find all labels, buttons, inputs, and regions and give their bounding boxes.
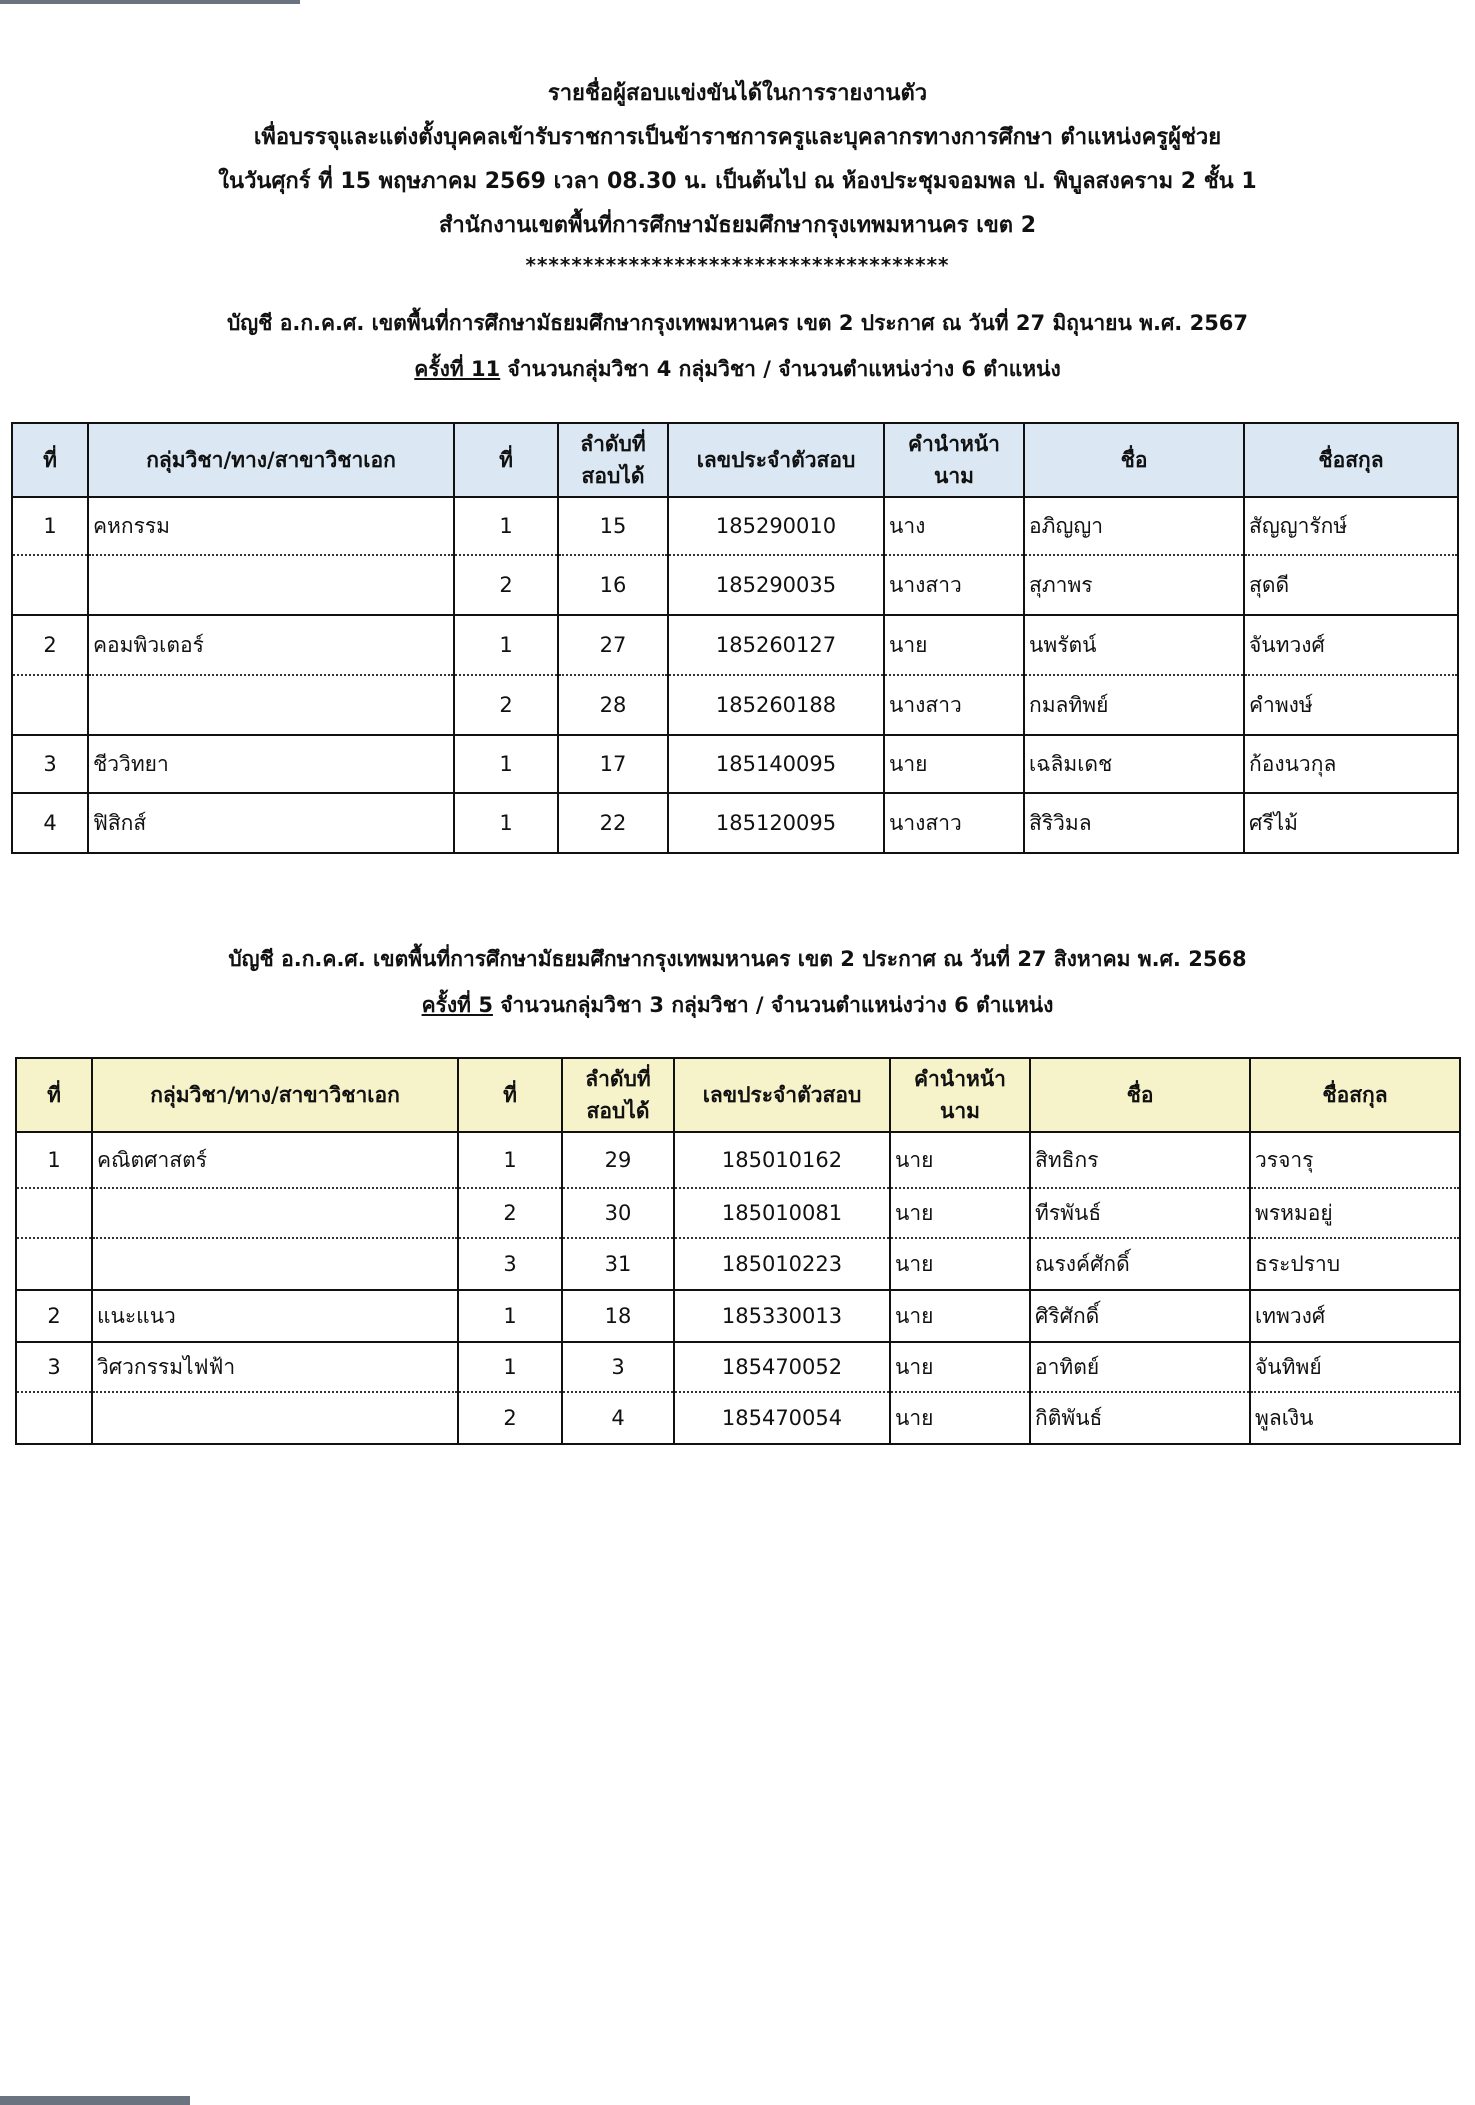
- row-seq: 1: [458, 1132, 562, 1188]
- row-subject: คอมพิวเตอร์: [88, 615, 454, 675]
- table-header-row: [12, 423, 1458, 497]
- row-rank: 22: [558, 793, 668, 853]
- col-last-name: ชื่อสกุล: [1244, 423, 1458, 497]
- row-first-name: ณรงค์ศักดิ์: [1030, 1238, 1250, 1290]
- scan-edge-mark: [0, 2096, 190, 2105]
- row-no: 2: [12, 615, 88, 675]
- col-prefix: คำนำหน้า นาม: [890, 1058, 1030, 1132]
- row-first-name: สิริวิมล: [1024, 793, 1244, 853]
- row-no: [12, 675, 88, 735]
- row-prefix: นางสาว: [884, 793, 1024, 853]
- row-rank: 29: [562, 1132, 674, 1188]
- row-rank: 30: [562, 1188, 674, 1238]
- row-subject: คหกรรม: [88, 497, 454, 555]
- section1-round-line: [0, 346, 1475, 392]
- row-exam-id: 185290035: [668, 555, 884, 615]
- row-rank: 31: [562, 1238, 674, 1290]
- table-row: [16, 1342, 1460, 1392]
- row-first-name: อาทิตย์: [1030, 1342, 1250, 1392]
- row-first-name: ทีรพันธ์: [1030, 1188, 1250, 1238]
- document-header: [0, 72, 1475, 278]
- section1-summary: จำนวนกลุ่มวิชา 4 กลุ่มวิชา / จำนวนตำแหน่งว่าง 6 ตำแหน่ง: [500, 357, 1061, 381]
- section2-table: [15, 1057, 1461, 1445]
- row-subject: ชีววิทยา: [88, 735, 454, 793]
- row-first-name: กมลทิพย์: [1024, 675, 1244, 735]
- header-schedule: ในวันศุกร์ ที่ 15 พฤษภาคม 2569 เวลา 08.30 น. เป็นต้นไป ณ ห้องประชุมจอมพล ป. พิบูลสงคราม 2 ชั้น 1: [218, 169, 1257, 194]
- section1-round: ครั้งที่ 11: [414, 357, 501, 381]
- row-last-name: ธระปราบ: [1250, 1238, 1460, 1290]
- table-row: [12, 675, 1458, 735]
- row-subject: ฟิสิกส์: [88, 793, 454, 853]
- row-last-name: พูลเงิน: [1250, 1392, 1460, 1444]
- col-prefix: คำนำหน้า นาม: [884, 423, 1024, 497]
- header-office: สำนักงานเขตพื้นที่การศึกษามัธยมศึกษากรุงเทพมหานคร เขต 2: [438, 213, 1037, 238]
- row-exam-id: 185140095: [668, 735, 884, 793]
- row-prefix: นาง: [884, 497, 1024, 555]
- row-subject: [88, 555, 454, 615]
- row-exam-id: 185290010: [668, 497, 884, 555]
- row-subject: [92, 1188, 458, 1238]
- col-subject: กลุ่มวิชา/ทาง/สาขาวิชาเอก: [88, 423, 454, 497]
- table-row: [12, 735, 1458, 793]
- col-last-name: ชื่อสกุล: [1250, 1058, 1460, 1132]
- row-no: [16, 1392, 92, 1444]
- row-rank: 27: [558, 615, 668, 675]
- row-rank: 28: [558, 675, 668, 735]
- row-no: [12, 555, 88, 615]
- row-seq: 3: [458, 1238, 562, 1290]
- header-separator: *************************************: [525, 253, 950, 277]
- row-no: 3: [16, 1342, 92, 1392]
- row-prefix: นางสาว: [884, 675, 1024, 735]
- row-seq: 2: [454, 555, 558, 615]
- row-last-name: วรจารุ: [1250, 1132, 1460, 1188]
- row-last-name: จันทวงศ์: [1244, 615, 1458, 675]
- row-no: 1: [16, 1132, 92, 1188]
- col-seq: ที่: [454, 423, 558, 497]
- row-last-name: จันทิพย์: [1250, 1342, 1460, 1392]
- row-first-name: สิทธิกร: [1030, 1132, 1250, 1188]
- section1-table: [11, 422, 1459, 854]
- section1-account: บัญชี อ.ก.ค.ศ. เขตพื้นที่การศึกษามัธยมศึกษากรุงเทพมหานคร เขต 2 ประกาศ ณ วันที่ 27 มิถุนายน พ.ศ. 2567: [226, 311, 1249, 335]
- table-row: [12, 555, 1458, 615]
- row-no: 3: [12, 735, 88, 793]
- row-exam-id: 185010081: [674, 1188, 890, 1238]
- row-no: [16, 1238, 92, 1290]
- row-last-name: สัญญารักษ์: [1244, 497, 1458, 555]
- row-seq: 1: [454, 615, 558, 675]
- row-rank: 15: [558, 497, 668, 555]
- section2-round: ครั้งที่ 5: [421, 993, 493, 1017]
- col-no: ที่: [16, 1058, 92, 1132]
- table-row: [16, 1238, 1460, 1290]
- row-rank: 16: [558, 555, 668, 615]
- table-row: [16, 1188, 1460, 1238]
- row-exam-id: 185010223: [674, 1238, 890, 1290]
- row-exam-id: 185260188: [668, 675, 884, 735]
- row-exam-id: 185120095: [668, 793, 884, 853]
- row-seq: 1: [454, 793, 558, 853]
- row-first-name: เฉลิมเดช: [1024, 735, 1244, 793]
- col-exam-id: เลขประจำตัวสอบ: [668, 423, 884, 497]
- row-subject: [92, 1238, 458, 1290]
- table-row: [16, 1132, 1460, 1188]
- row-seq: 2: [458, 1188, 562, 1238]
- row-prefix: นาย: [890, 1290, 1030, 1342]
- row-last-name: ก้องนวกุล: [1244, 735, 1458, 793]
- row-exam-id: 185330013: [674, 1290, 890, 1342]
- row-seq: 1: [454, 497, 558, 555]
- row-rank: 17: [558, 735, 668, 793]
- row-rank: 18: [562, 1290, 674, 1342]
- section2-round-line: [0, 982, 1475, 1028]
- row-prefix: นาย: [884, 735, 1024, 793]
- row-prefix: นางสาว: [884, 555, 1024, 615]
- row-last-name: พรหมอยู่: [1250, 1188, 1460, 1238]
- col-exam-id: เลขประจำตัวสอบ: [674, 1058, 890, 1132]
- row-rank: 3: [562, 1342, 674, 1392]
- row-subject: คณิตศาสตร์: [92, 1132, 458, 1188]
- col-first-name: ชื่อ: [1030, 1058, 1250, 1132]
- row-first-name: ศิริศักดิ์: [1030, 1290, 1250, 1342]
- row-subject: [88, 675, 454, 735]
- table-row: [12, 793, 1458, 853]
- row-first-name: นพรัตน์: [1024, 615, 1244, 675]
- row-last-name: ศรีไม้: [1244, 793, 1458, 853]
- row-subject: [92, 1392, 458, 1444]
- row-seq: 1: [454, 735, 558, 793]
- row-subject: แนะแนว: [92, 1290, 458, 1342]
- col-seq: ที่: [458, 1058, 562, 1132]
- table-row: [16, 1392, 1460, 1444]
- col-rank: ลำดับที่ สอบได้: [558, 423, 668, 497]
- table-row: [12, 497, 1458, 555]
- col-first-name: ชื่อ: [1024, 423, 1244, 497]
- row-exam-id: 185470054: [674, 1392, 890, 1444]
- row-last-name: เทพวงศ์: [1250, 1290, 1460, 1342]
- row-first-name: อภิญญา: [1024, 497, 1244, 555]
- table-row: [16, 1290, 1460, 1342]
- row-first-name: กิติพันธ์: [1030, 1392, 1250, 1444]
- row-prefix: นาย: [884, 615, 1024, 675]
- row-no: 1: [12, 497, 88, 555]
- row-no: 2: [16, 1290, 92, 1342]
- row-prefix: นาย: [890, 1392, 1030, 1444]
- table-row: [12, 615, 1458, 675]
- row-prefix: นาย: [890, 1238, 1030, 1290]
- row-no: 4: [12, 793, 88, 853]
- row-prefix: นาย: [890, 1342, 1030, 1392]
- section2-account: บัญชี อ.ก.ค.ศ. เขตพื้นที่การศึกษามัธยมศึกษากรุงเทพมหานคร เขต 2 ประกาศ ณ วันที่ 27 สิงหาคม พ.ศ. 2568: [228, 947, 1247, 971]
- col-no: ที่: [12, 423, 88, 497]
- row-exam-id: 185010162: [674, 1132, 890, 1188]
- section2-summary: จำนวนกลุ่มวิชา 3 กลุ่มวิชา / จำนวนตำแหน่งว่าง 6 ตำแหน่ง: [492, 993, 1054, 1017]
- scan-edge-mark: [0, 0, 300, 4]
- row-seq: 2: [454, 675, 558, 735]
- col-subject: กลุ่มวิชา/ทาง/สาขาวิชาเอก: [92, 1058, 458, 1132]
- row-exam-id: 185470052: [674, 1342, 890, 1392]
- row-no: [16, 1188, 92, 1238]
- row-seq: 1: [458, 1290, 562, 1342]
- header-title: รายชื่อผู้สอบแข่งขันได้ในการรายงานตัว: [547, 81, 928, 106]
- row-last-name: คำพงษ์: [1244, 675, 1458, 735]
- row-prefix: นาย: [890, 1132, 1030, 1188]
- table-header-row: [16, 1058, 1460, 1132]
- section1-title: [0, 300, 1475, 392]
- section2-title: [0, 936, 1475, 1028]
- row-prefix: นาย: [890, 1188, 1030, 1238]
- row-seq: 1: [458, 1342, 562, 1392]
- row-rank: 4: [562, 1392, 674, 1444]
- row-subject: วิศวกรรมไฟฟ้า: [92, 1342, 458, 1392]
- header-purpose: เพื่อบรรจุและแต่งตั้งบุคคลเข้ารับราชการเป็นข้าราชการครูและบุคลากรทางการศึกษา ตำแหน่งครูผู้ช่วย: [253, 125, 1222, 150]
- row-first-name: สุภาพร: [1024, 555, 1244, 615]
- row-seq: 2: [458, 1392, 562, 1444]
- col-rank: ลำดับที่ สอบได้: [562, 1058, 674, 1132]
- row-exam-id: 185260127: [668, 615, 884, 675]
- row-last-name: สุดดี: [1244, 555, 1458, 615]
